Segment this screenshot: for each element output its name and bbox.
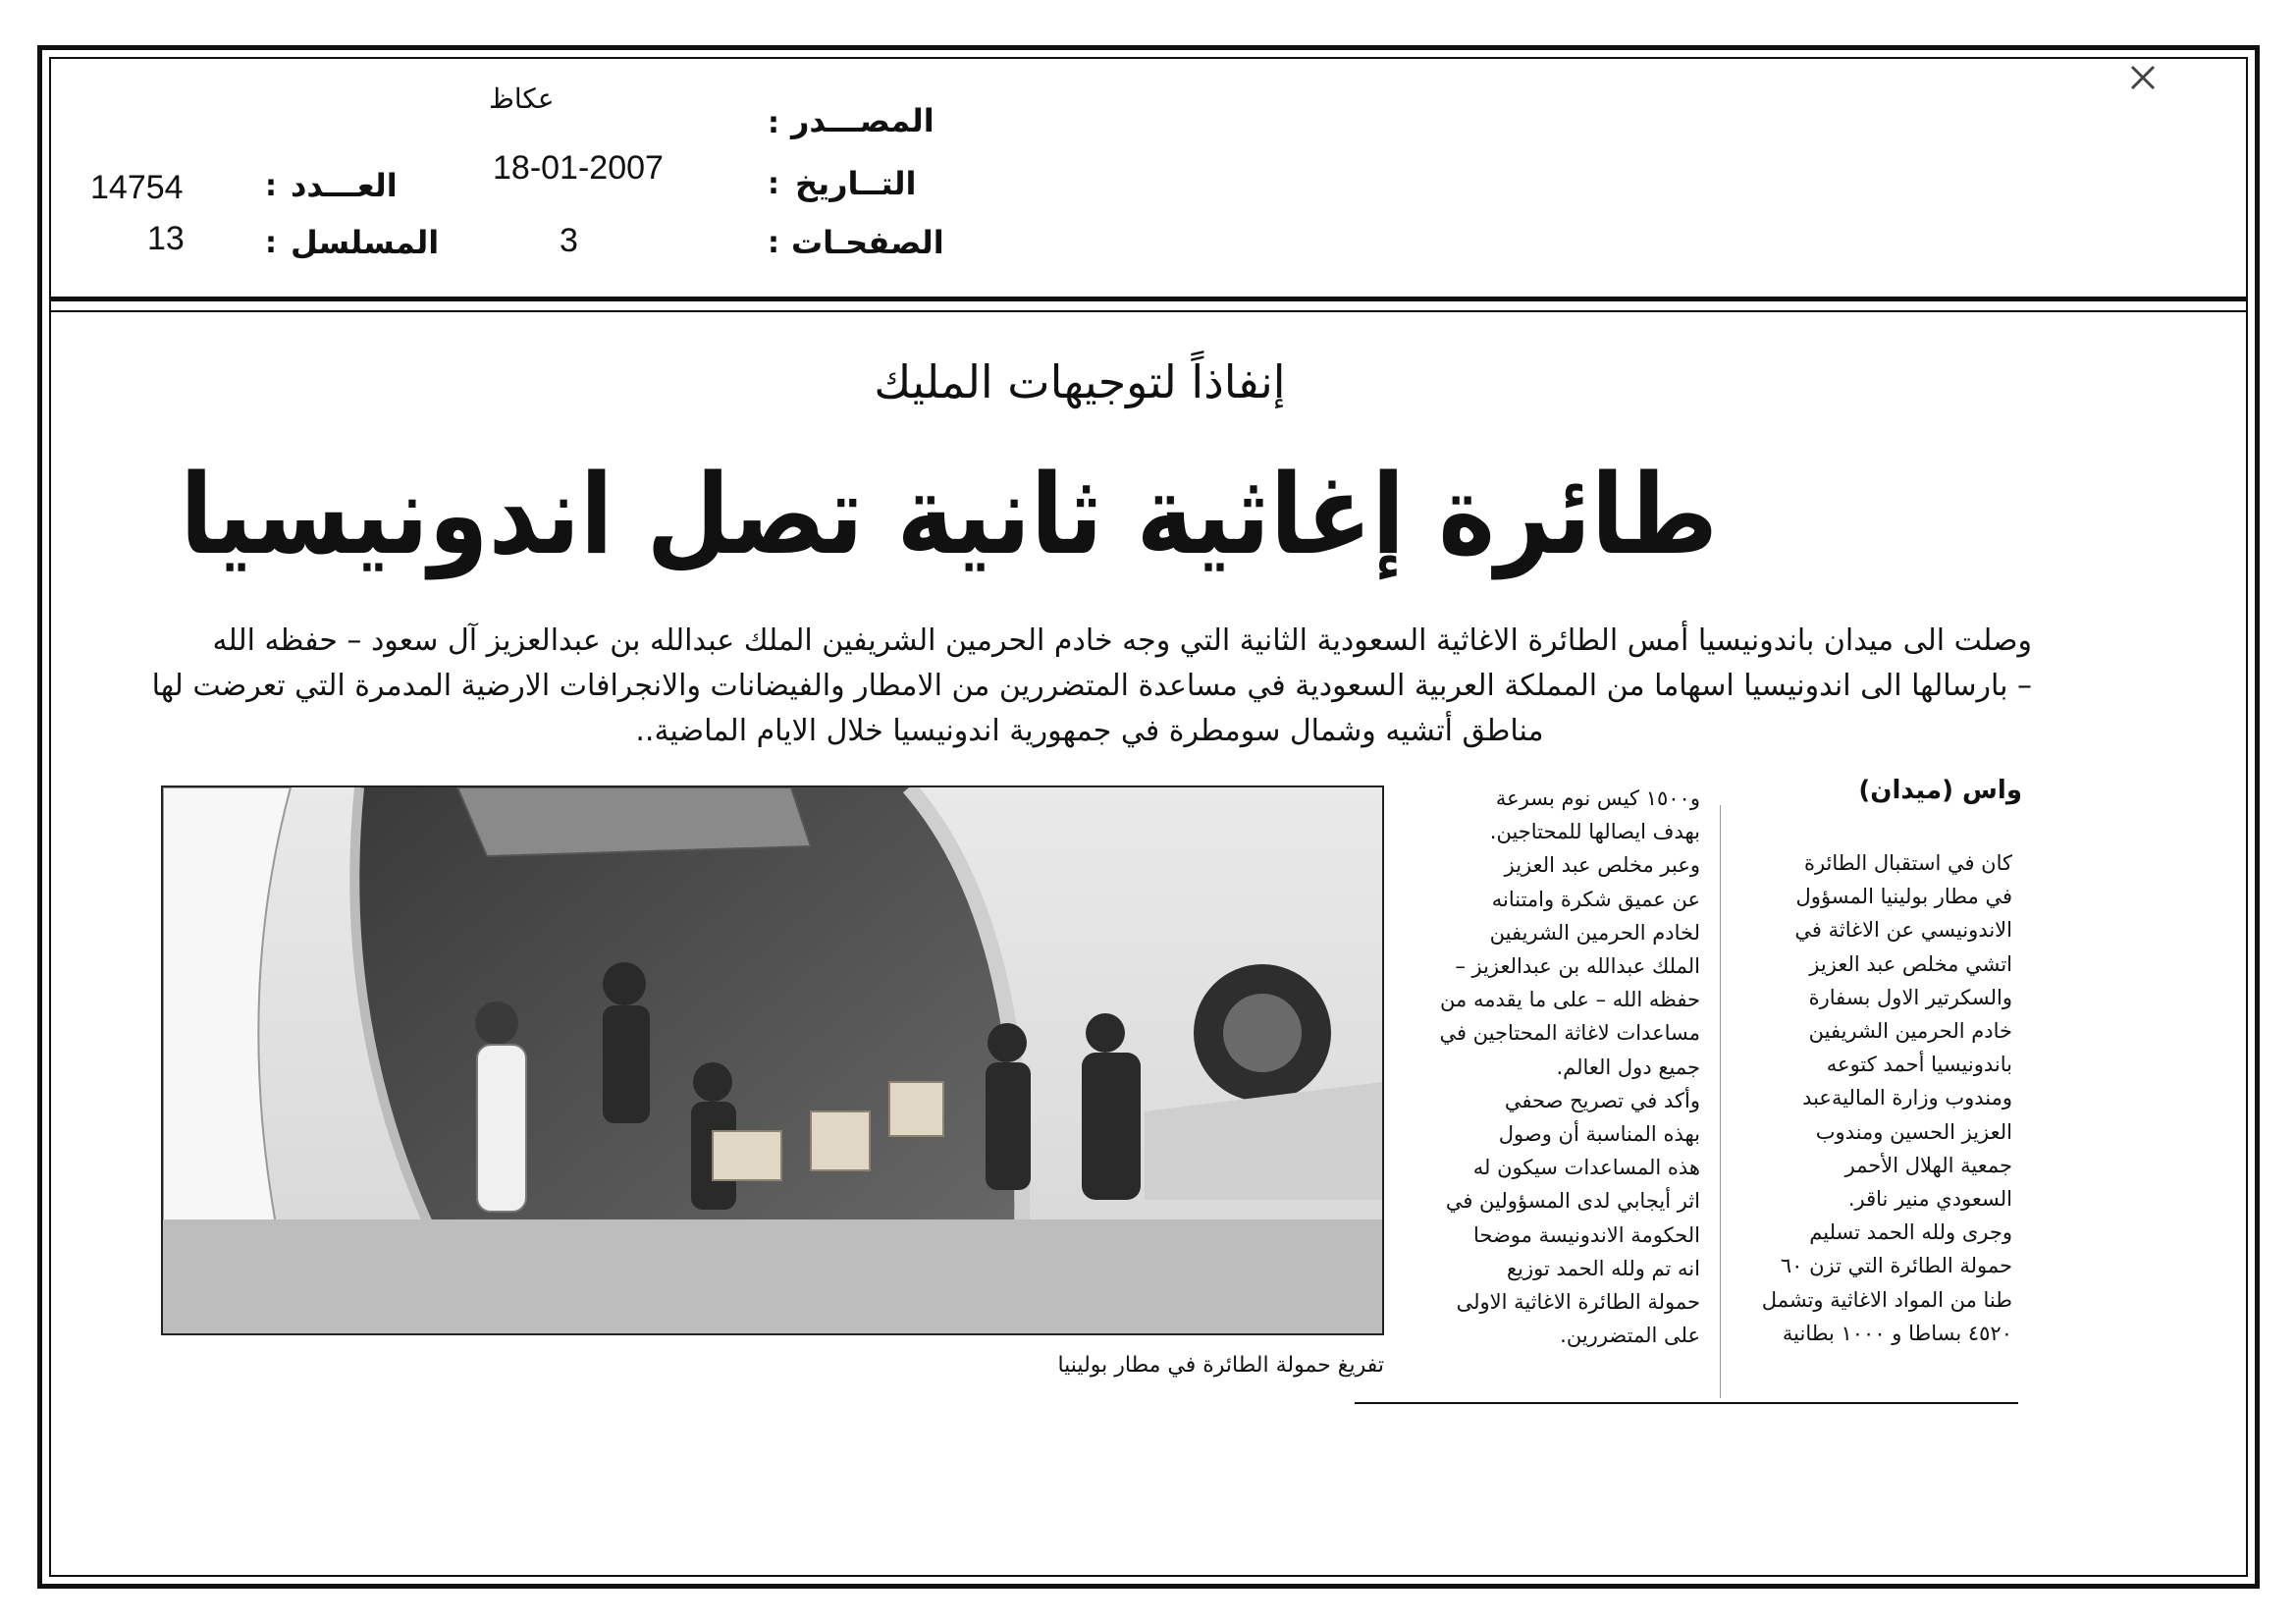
column-line: خادم الحرمين الشريفين: [1808, 1019, 2012, 1044]
column-line: وجرى ولله الحمد تسليم: [1809, 1220, 2012, 1245]
source-value: عكاظ: [489, 83, 555, 114]
date-label: التــاريخ: [795, 165, 917, 202]
column-line: اتشي مخلص عبد العزيز: [1809, 951, 2012, 976]
lead-paragraph: [147, 619, 2032, 754]
lead-line: مناطق أتشيه وشمال سومطرة في جمهورية اندونيسيا خلال الايام الماضية..: [635, 714, 1544, 748]
date-value: 18-01-2007: [493, 149, 664, 187]
column-line: على المتضررين.: [1560, 1324, 1700, 1348]
column-line: كان في استقبال الطائرة: [1803, 851, 2012, 875]
column-line: عن عميق شكرة وامتنانه: [1491, 887, 1700, 911]
column-line: حمولة الطائرة الاغاثية الاولى: [1456, 1290, 1700, 1315]
column-line: انه تم ولله الحمد توزيع: [1506, 1256, 1700, 1280]
column-line: في مطار بولينيا المسؤول: [1795, 885, 2012, 909]
column-line: ٤٥٢٠ بساطا و ١٠٠٠ بطانية: [1782, 1321, 2012, 1345]
corner-mark-icon: [2126, 61, 2160, 94]
column-line: هذه المساعدات سيكون له: [1472, 1156, 1700, 1180]
column-line: لخادم الحرمين الشريفين: [1489, 920, 1700, 945]
column-line: الاندونيسي عن الاغاثة في: [1794, 918, 2012, 943]
column-line: طنا من المواد الاغاثية وتشمل: [1761, 1287, 2012, 1312]
serial-value: 13: [147, 220, 185, 257]
column-line: حمولة الطائرة التي تزن ٦٠: [1780, 1254, 2012, 1278]
column-line: بهذه المناسبة أن وصول: [1498, 1122, 1700, 1147]
source-label: المصـــدر: [791, 102, 934, 139]
pages-colon: :: [768, 226, 779, 260]
airplane-cargo-unloading-photo-icon: [163, 787, 1382, 1333]
column-line: الملك عبدالله بن عبدالعزيز –: [1455, 954, 1700, 979]
column-line: السعودي منير ناقر.: [1847, 1187, 2012, 1212]
issue-value: 14754: [90, 169, 184, 206]
pages-value: 3: [560, 222, 578, 259]
lead-line: وصلت الى ميدان باندونيسيا أمس الطائرة الاغاثية السعودية الثانية التي وجه خادم الحرمين الشريفين الملك عبدالله بن عبدالعزيز آل سعود – حفظه الله: [212, 623, 2032, 658]
column-line: حفظه الله – على ما يقدمه من: [1440, 988, 1700, 1012]
column-line: والسكرتير الاول بسفارة: [1808, 985, 2012, 1009]
column-line: الحكومة الاندونيسة موضحا: [1473, 1222, 1700, 1247]
article-bottom-rule: [1355, 1402, 2018, 1404]
article-photo: [161, 785, 1384, 1335]
column-separator: [1720, 805, 1721, 1398]
serial-colon: :: [265, 226, 277, 260]
article-kicker: إنفاذاً لتوجيهات المليك: [874, 355, 1286, 408]
photo-caption: تفريغ حمولة الطائرة في مطار بولينيا: [1057, 1353, 1384, 1378]
column-line: بهدف ايصالها للمحتاجين.: [1489, 820, 1700, 844]
column-line: جميع دول العالم.: [1556, 1055, 1700, 1079]
column-line: مساعدات لاغاثة المحتاجين في: [1439, 1021, 1700, 1046]
column-line: وعبر مخلص عبد العزيز: [1504, 853, 1700, 878]
issue-colon: :: [265, 169, 277, 203]
pages-label: الصفحـات: [791, 224, 944, 261]
column-line: ومندوب وزارة الماليةعبد: [1802, 1086, 2012, 1110]
serial-label: المسلسل: [291, 224, 440, 261]
article-column-2: [1406, 782, 1700, 1352]
column-line: جمعية الهلال الأحمر: [1844, 1153, 2012, 1177]
header-divider: [49, 297, 2248, 301]
article-headline: طائرة إغاثية ثانية تصل اندونيسيا: [180, 451, 1718, 580]
column-line: وأكد في تصريح صحفي: [1504, 1088, 1700, 1112]
article-column-1: [1737, 846, 2012, 1350]
source-colon: :: [768, 106, 779, 140]
lead-line: – بارسالها الى اندونيسيا اسهاما من المملكة العربية السعودية في مساعدة المتضررين من الامطار والفيضانات والانجرافات الارضية المدمرة التي تعرضت لها: [151, 669, 2032, 703]
header-divider-thin: [49, 310, 2248, 312]
column-line: و١٥٠٠ كيس نوم بسرعة: [1495, 786, 1700, 810]
column-line: اثر أيجابي لدى المسؤولين في: [1445, 1189, 1700, 1214]
issue-label: العـــدد: [291, 167, 398, 204]
date-colon: :: [768, 167, 779, 201]
column-line: باندونيسيا أحمد كتوعه: [1826, 1053, 2012, 1077]
byline: واس (ميدان): [1858, 776, 2022, 805]
column-line: العزيز الحسين ومندوب: [1815, 1119, 2012, 1144]
